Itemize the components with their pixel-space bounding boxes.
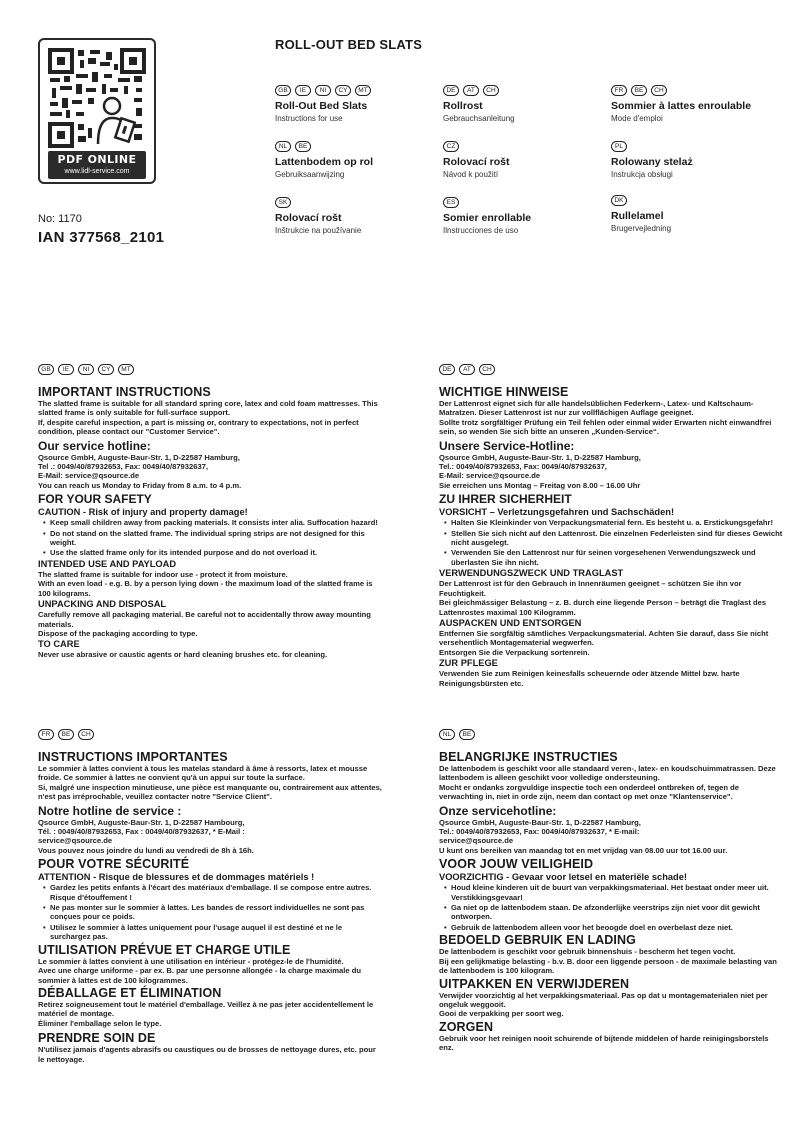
hotline-heading: Our service hotline:	[38, 438, 151, 453]
country-badges	[443, 141, 613, 153]
country-badge: GB	[38, 364, 54, 375]
intended-use-text: Bij een gelijkmatige belasting - b.v. B. door een liggende persoon - de maximale belasting van de lattenbodem is 100 kilogram.	[439, 956, 777, 976]
hotline-phone: Tél. : 0049/40/87932653, Fax : 0049/40/87932637, * E-Mail :	[38, 827, 245, 837]
country-badge: NL	[439, 729, 455, 740]
country-badges	[439, 729, 784, 741]
safety-item: • Utilisez le sommier à lattes uniquement pour l'usage auquel il est destiné et ne le surchargez pas.	[38, 923, 383, 942]
safety-list	[439, 883, 784, 932]
section-german	[439, 364, 784, 688]
language-title: Somier enrollable	[443, 212, 532, 224]
hotline-heading: Onze servicehotline:	[439, 803, 557, 818]
hotline-address: Qsource GmbH, Auguste-Baur-Str. 1, D-22587 Hambourg,	[38, 817, 245, 827]
intended-use-text: Der Lattenrost ist für den Gebrauch in Innenräumen geeignet – schützen Sie ihn vor Feuchtigkeit.	[439, 579, 742, 598]
language-title: Rolowany stelaż	[611, 156, 693, 168]
language-entry-dk	[611, 195, 781, 234]
country-badges	[38, 729, 383, 741]
language-title: Rolovací rošt	[443, 156, 510, 168]
hotline-email[interactable]: E-Mail: service@qsource.de	[439, 471, 541, 481]
ian-number: IAN 377568_2101	[38, 229, 165, 246]
language-entry-cz	[443, 141, 613, 180]
hotline-phone: Tel .: 0049/40/87932653, Fax: 0049/40/87932637,	[38, 462, 209, 472]
language-entry-en	[275, 85, 445, 124]
unpacking-heading: AUSPACKEN UND ENTSORGEN	[439, 617, 582, 628]
section-dutch	[439, 729, 784, 1053]
intended-use-heading: INTENDED USE AND PAYLOAD	[38, 558, 177, 569]
country-badges	[275, 197, 445, 209]
hotline-heading: Notre hotline de service :	[38, 803, 182, 818]
document-title: ROLL-OUT BED SLATS	[275, 37, 423, 52]
country-badge: IE	[295, 85, 311, 96]
care-text: Never use abrasive or caustic agents or hard cleaning brushes etc. for cleaning.	[38, 650, 328, 660]
hotline-hours: U kunt ons bereiken van maandag tot en met vrijdag van 08.00 uur tot 16.00 uur.	[439, 845, 728, 855]
intended-use-text: Bei gleichmässiger Belastung – z. B. durch eine liegende Person – beträgt die Traglast des Lattenrostes maximal 100 Kilogramm.	[439, 598, 767, 617]
hotline-address: Qsource GmbH, Auguste-Baur-Str. 1, D-22587 Hamburg,	[439, 817, 641, 827]
unpacking-heading: DÉBALLAGE ET ÉLIMINATION	[38, 985, 222, 1000]
language-subtitle: Instructions for use	[275, 114, 343, 123]
country-badge: BE	[631, 85, 647, 96]
hotline-hours: Sie erreichen uns Montag – Freitag von 8.00 – 16.00 Uhr	[439, 480, 641, 490]
intended-use-text: With an even load - e.g. B. by a person lying down - the maximum load of the slatted frame is 100 kilograms.	[38, 579, 373, 598]
country-badge: PL	[611, 141, 627, 152]
unpacking-text: Carefully remove all packaging material. Be careful not to accidentally throw away mounting materials.	[38, 610, 371, 629]
safety-heading: ZU IHRER SICHERHEIT	[439, 492, 572, 507]
unpacking-text: Éliminer l'emballage selon le type.	[38, 1018, 162, 1028]
country-badge: CH	[78, 729, 94, 740]
intended-use-heading: VERWENDUNGSZWECK UND TRAGLAST	[439, 568, 624, 579]
country-badges	[611, 85, 781, 97]
care-text: N'utilisez jamais d'agents abrasifs ou caustiques ou de brosses de nettoyage dures, etc. pour le nettoyage.	[38, 1045, 376, 1064]
country-badges	[439, 364, 784, 376]
important-text: Der Lattenrost eignet sich für alle handelsüblichen Federkern-, Latex- und Kaltschaum-Matratzen. Dieser Lattenrost ist nur zur vollflächigen Auflage geeignet.	[439, 399, 754, 418]
country-badges	[275, 85, 445, 97]
important-heading: WICHTIGE HINWEISE	[439, 385, 569, 399]
country-badge: BE	[58, 729, 74, 740]
hotline-email[interactable]: E-Mail: service@qsource.de	[38, 471, 140, 481]
country-badge: GB	[275, 85, 291, 96]
care-text: Verwenden Sie zum Reinigen keinesfalls scheuernde oder ätzende Mittel bzw. harte Reinigungsbürsten etc.	[439, 669, 740, 688]
intended-use-text: The slatted frame is suitable for indoor use - protect it from moisture.	[38, 569, 288, 579]
language-title: Sommier à lattes enroulable	[611, 100, 752, 112]
unpacking-text: Verwijder voorzichtig al het verpakkingsmateriaal. Pas op dat u montagematerialen niet per ongeluk weggooit.	[439, 990, 768, 1009]
language-subtitle: Inštrukcie na používanie	[275, 226, 362, 235]
safety-list	[439, 518, 784, 567]
country-badge: CZ	[443, 141, 459, 152]
country-badge: CY	[98, 364, 114, 375]
care-text: Gebruik voor het reinigen nooit schurende of bijtende middelen of harde reinigingsborstels enz.	[439, 1033, 769, 1053]
language-subtitle: Návod k použití	[443, 170, 499, 179]
country-badges	[443, 85, 613, 97]
care-heading: ZORGEN	[439, 1019, 494, 1034]
safety-item: • Verwenden Sie den Lattenrost nur für seinen vorgesehenen Verwendungszweck und überlasten Sie ihn nicht.	[439, 548, 784, 567]
safety-item: • Houd kleine kinderen uit de buurt van verpakkingsmateriaal. Het bestaat onder meer uit. Verstikkingsgevaar!	[439, 883, 784, 902]
country-badges	[611, 141, 781, 153]
language-subtitle: Brugervejledning	[611, 224, 672, 233]
caution-text: CAUTION - Risk of injury and property damage!	[38, 507, 248, 518]
safety-item: • Halten Sie Kleinkinder von Verpackungsmaterial fern. Es besteht u. a. Erstickungsgefahr!	[439, 518, 784, 527]
hotline-address: Qsource GmbH, Auguste-Baur-Str. 1, D-22587 Hamburg,	[38, 452, 240, 462]
country-badge: FR	[38, 729, 54, 740]
safety-item: • Do not stand on the slatted frame. The individual spring strips are not designed for this weight.	[38, 529, 383, 548]
hotline-heading: Unsere Service-Hotline:	[439, 438, 575, 453]
pdf-online-label: PDF ONLINE	[57, 153, 137, 166]
country-badges	[443, 197, 613, 209]
language-entry-fr	[611, 85, 781, 124]
country-badge: DE	[443, 85, 459, 96]
section-french	[38, 729, 383, 1064]
country-badge: DE	[439, 364, 455, 375]
hotline-email[interactable]: service@qsource.de	[38, 836, 113, 846]
country-badge: ES	[443, 197, 459, 208]
language-entry-es	[443, 197, 613, 236]
important-text: Sollte trotz sorgfältiger Prüfung ein Teil fehlen oder einmal wider Erwarten nicht einwandfrei sein, so wenden Sie sich bitte an unseren „Kunden-Service“.	[439, 417, 772, 437]
unpacking-text: Dispose of the packaging according to type.	[38, 628, 198, 638]
country-badge: NI	[78, 364, 94, 375]
country-badge: DK	[611, 195, 627, 206]
unpacking-text: Retirez soigneusement tout le matériel d'emballage. Veillez à ne pas jeter accidentellement le matériel de montage.	[38, 999, 374, 1019]
care-heading: PRENDRE SOIN DE	[38, 1031, 156, 1046]
country-badges	[275, 141, 445, 153]
unpacking-text: Entsorgen Sie die Verpackung sortenrein.	[439, 647, 590, 657]
intended-use-text: De lattenbodem is geschikt voor gebruik binnenshuis - bescherm het tegen vocht.	[439, 947, 736, 957]
important-text: Mocht er ondanks zorgvuldige inspectie toch een onderdeel ontbreken of, tegen de verwachting in, niet in orde zijn, neem dan contact op met onze "Klantenservice".	[439, 782, 739, 802]
country-badges	[611, 195, 781, 207]
important-text: De lattenbodem is geschikt voor alle standaard veren-, latex- en koudschuimmatrassen. Deze lattenbodem is alleen geschikt voor volledige ondersteuning.	[439, 764, 776, 783]
pdf-online-banner[interactable]	[48, 151, 146, 179]
safety-item: • Ga niet op de lattenbodem staan. De afzonderlijke veerstrips zijn niet voor dit gewicht ontworpen.	[439, 903, 784, 922]
country-badge: CH	[483, 85, 499, 96]
important-text: Le sommier à lattes convient à tous les matelas standard à âme à ressorts, latex et mousse froide. Ce sommier à lattes ne convient qu'à un appui sur toute la surface.	[38, 764, 368, 783]
language-subtitle: Gebrauchsanleitung	[443, 114, 515, 123]
qr-code-icon	[48, 48, 146, 148]
language-entry-pl	[611, 141, 781, 180]
intended-use-text: Le sommier à lattes convient à une utilisation en intérieur - protégez-le de l'humidité.	[38, 956, 344, 966]
country-badge: IE	[58, 364, 74, 375]
product-number: No: 1170	[38, 213, 82, 225]
safety-list	[38, 518, 383, 558]
caution-text: VOORZICHTIG - Gevaar voor letsel en materiële schade!	[439, 872, 688, 883]
unpacking-heading: UITPAKKEN EN VERWIJDEREN	[439, 976, 630, 991]
country-badge: NI	[315, 85, 331, 96]
unpacking-text: Entfernen Sie sorgfältig sämtliches Verpackungsmaterial. Achten Sie darauf, dass Sie nicht versehentlich Montagematerial wegwerfen.	[439, 628, 769, 648]
language-subtitle: Ilnstrucciones de uso	[443, 226, 519, 235]
lidl-service-url[interactable]: www.lidl-service.com	[64, 168, 130, 175]
country-badge: NL	[275, 141, 291, 152]
country-badge: BE	[459, 729, 475, 740]
country-badge: CH	[479, 364, 495, 375]
important-heading: IMPORTANT INSTRUCTIONS	[38, 385, 211, 399]
important-text: Si, malgré une inspection minutieuse, une pièce est manquante ou, contrairement aux attentes, n'est pas irréprochable, veuillez contacter notre "Service Client".	[38, 782, 382, 802]
hotline-hours: Vous pouvez nous joindre du lundi au vendredi de 8h à 16h.	[38, 845, 254, 855]
safety-item: • Stellen Sie sich nicht auf den Lattenrost. Die einzelnen Federleisten sind für dieses Gewicht nicht ausgelegt.	[439, 529, 784, 548]
country-badge: MT	[355, 85, 371, 96]
unpacking-heading: UNPACKING AND DISPOSAL	[38, 599, 167, 610]
language-title: Rullelamel	[611, 210, 664, 222]
caution-text: VORSICHT – Verletzungsgefahren und Sachschäden!	[439, 507, 675, 518]
care-heading: TO CARE	[38, 639, 80, 650]
language-title: Lattenbodem op rol	[275, 156, 373, 168]
language-subtitle: Gebruiksaanwijzing	[275, 170, 345, 179]
safety-item: • Keep small children away from packing materials. It consists inter alia. Suffocation hazard!	[38, 518, 383, 527]
language-subtitle: Instrukcja obsługi	[611, 170, 673, 179]
hotline-hours: You can reach us Monday to Friday from 8 a.m. to 4 p.m.	[38, 480, 242, 490]
qr-code-card[interactable]	[38, 38, 156, 184]
intended-use-text: Avec une charge uniforme - par ex. B. par une personne allongée - la charge maximale du sommier à lattes est de 100 kilogrammes.	[38, 966, 361, 985]
country-badge: CH	[651, 85, 667, 96]
country-badge: MT	[118, 364, 134, 375]
safety-item: • Gardez les petits enfants à l'écart des matériaux d'emballage. Il se compose entre autres. Risque d'étouffement !	[38, 883, 383, 902]
important-text: The slatted frame is suitable for all standard spring core, latex and cold foam mattresses. This slatted frame is only suitable for full-surface support.	[38, 399, 378, 418]
safety-item: • Gebruik de lattenbodem alleen voor het beoogde doel en overbelast deze niet.	[439, 923, 784, 932]
country-badge: FR	[611, 85, 627, 96]
hotline-phone: Tel.: 0049/40/87932653, Fax: 0049/40/87932637,	[439, 462, 607, 472]
country-badge: CY	[335, 85, 351, 96]
language-title: Rollrost	[443, 100, 483, 112]
safety-heading: POUR VOTRE SÉCURITÉ	[38, 857, 190, 872]
care-heading: ZUR PFLEGE	[439, 658, 498, 669]
hotline-phone: Tel.: 0049/40/87932653, Fax: 0049/40/87932637, * E-mail:	[439, 827, 640, 837]
important-text: If, despite careful inspection, a part is missing or, contrary to expectations, not in perfect condition, please contact our "Customer Service".	[38, 417, 359, 437]
language-entry-nl	[275, 141, 445, 180]
language-entry-sk	[275, 197, 445, 236]
country-badge: SK	[275, 197, 291, 208]
language-title: Roll-Out Bed Slats	[275, 100, 368, 112]
safety-item: • Use the slatted frame only for its intended purpose and do not overload it.	[38, 548, 383, 557]
intended-use-heading: UTILISATION PRÉVUE ET CHARGE UTILE	[38, 942, 291, 957]
hotline-email[interactable]: service@qsource.de	[439, 836, 514, 846]
caution-text: ATTENTION - Risque de blessures et de dommages matériels !	[38, 872, 315, 883]
country-badge: AT	[463, 85, 479, 96]
country-badge: BE	[295, 141, 311, 152]
important-heading: INSTRUCTIONS IMPORTANTES	[38, 750, 228, 764]
country-badges	[38, 364, 383, 376]
safety-heading: VOOR JOUW VEILIGHEID	[439, 857, 594, 872]
safety-list	[38, 883, 383, 941]
language-title: Rolovací rošt	[275, 212, 342, 224]
safety-item: • Ne pas monter sur le sommier à lattes. Les bandes de ressort individuelles ne sont pas conçues pour ce poids.	[38, 903, 383, 922]
unpacking-text: Gooi de verpakking per soort weg.	[439, 1009, 564, 1019]
section-english	[38, 364, 383, 660]
country-badge: AT	[459, 364, 475, 375]
language-subtitle: Mode d'emploi	[611, 114, 663, 123]
important-heading: BELANGRIJKE INSTRUCTIES	[439, 750, 618, 764]
language-entry-de	[443, 85, 613, 124]
intended-use-heading: BEDOELD GEBRUIK EN LADING	[439, 933, 636, 948]
safety-heading: FOR YOUR SAFETY	[38, 492, 152, 507]
hotline-address: Qsource GmbH, Auguste-Baur-Str. 1, D-22587 Hamburg,	[439, 452, 641, 462]
